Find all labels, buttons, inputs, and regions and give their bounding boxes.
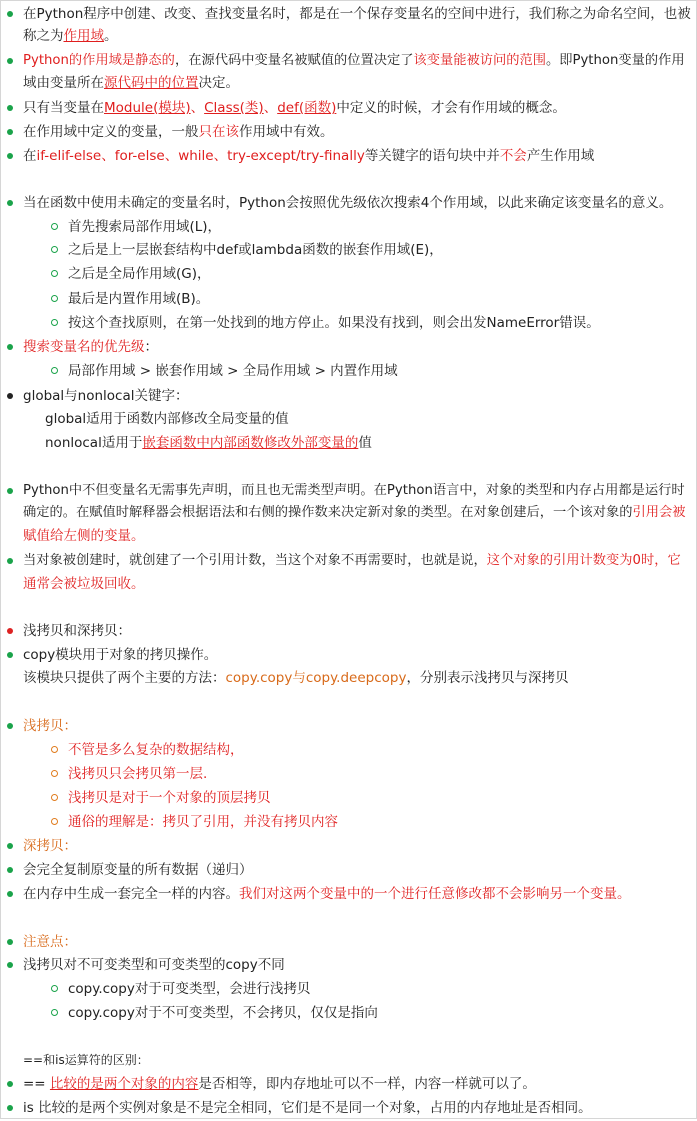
bullet-icon <box>7 558 13 564</box>
text: 该模块只提供了两个主要的方法： <box>23 670 226 686</box>
bullet-icon <box>7 393 13 399</box>
text: 局部作用域 > 嵌套作用域 > 全局作用域 > 内置作用域 <box>68 363 398 379</box>
circle-bullet-icon <box>51 223 58 230</box>
highlight: copy.copy与copy.deepcopy <box>225 670 407 686</box>
highlight: 我们对这两个变量中的一个进行任意修改都不会影响另一个变量。 <box>239 886 631 902</box>
text: 浅拷贝对不可变类型和可变类型的copy不同 <box>23 957 285 973</box>
bullet-icon <box>7 939 13 945</box>
text: is 比较的是两个实例对象是不是完全相同，它们是不是同一个对象，占用的内存地址是否相同。 <box>23 1100 592 1116</box>
circle-bullet-icon <box>51 319 58 326</box>
text: 称之为 <box>23 28 64 44</box>
text: copy模块用于对象的拷贝操作。 <box>23 647 218 663</box>
text: 决定。 <box>198 75 239 91</box>
text: 只有当变量在 <box>23 100 104 116</box>
text: 会完全复制原变量的所有数据（递归） <box>23 862 253 878</box>
text: 首先搜索局部作用域(L)， <box>68 219 222 235</box>
circle-bullet-icon <box>51 246 58 253</box>
highlight: Class(类) <box>204 100 264 116</box>
bullet-icon <box>7 58 13 64</box>
bullet-icon <box>7 200 13 206</box>
highlight: 赋值给左侧的变量。 <box>23 528 145 544</box>
circle-bullet-icon <box>51 1009 58 1016</box>
text: 浅拷贝和深拷贝： <box>23 623 131 639</box>
text: 、 <box>263 100 278 116</box>
bullet-icon <box>7 843 13 849</box>
text: 。 <box>104 28 118 44</box>
text: 深拷贝： <box>23 838 77 854</box>
circle-bullet-icon <box>51 746 58 753</box>
text: 浅拷贝： <box>23 718 77 734</box>
text: 注意点： <box>23 934 77 950</box>
text: 通俗的理解是：拷贝了引用，并没有拷贝内容 <box>68 814 338 830</box>
bullet-icon <box>7 129 13 135</box>
text: 之后是上一层嵌套结构中def或lambda函数的嵌套作用域(E)， <box>68 242 443 258</box>
text: 当对象被创建时，就创建了一个引用计数，当这个对象不再需要时，也就是说， <box>23 553 487 568</box>
highlight: 比较的是两个对象的内容 <box>49 1076 199 1092</box>
text: 浅拷贝只会拷贝第一层. <box>68 766 208 782</box>
text: 产生作用域 <box>526 148 595 164</box>
text: nonlocal适用于 <box>45 435 143 451</box>
text: global与nonlocal关键字： <box>23 388 189 404</box>
bullet-icon <box>7 723 13 729</box>
circle-bullet-icon <box>51 295 58 302</box>
text: 当在函数中使用未确定的变量名时，Python会按照优先级依次搜索4个作用域，以此来确定该变量名的意义。 <box>23 195 673 211</box>
highlight: 通常会被垃圾回收。 <box>23 576 145 592</box>
text: 在Python程序中创建、改变、查找变量名时，都是在一个保存变量名的空间中进行，我们称之为命名空间，也被 <box>23 6 691 22</box>
circle-bullet-icon <box>51 367 58 374</box>
text: 在内存中生成一套完全一样的内容。 <box>23 886 239 902</box>
text: 是否相等，即内存地址可以不一样，内容一样就可以了。 <box>198 1076 536 1092</box>
highlight: 该变量能被访问的范围 <box>413 53 546 68</box>
text: copy.copy对于可变类型，会进行浅拷贝 <box>68 981 311 997</box>
text: 按这个查找原则，在第一处找到的地方停止。如果没有找到，则会出发NameError错误。 <box>68 315 600 331</box>
text: 、 <box>190 100 205 116</box>
text: 不管是多么复杂的数据结构， <box>68 742 244 758</box>
text: 作用域中有效。 <box>239 124 334 140</box>
text: global适用于函数内部修改全局变量的值 <box>45 411 289 427</box>
highlight: 源代码中的位置 <box>104 75 199 91</box>
text: ，分别表示浅拷贝与深拷贝 <box>406 670 569 686</box>
highlight: Python的作用域是静态的 <box>23 53 175 68</box>
text: 浅拷贝是对于一个对象的顶层拷贝 <box>68 790 271 806</box>
highlight: 这个对象的引用计数变为0时，它 <box>486 553 681 568</box>
text: Python中不但变量名无需事先声明，而且也无需类型声明。在Python语言中，对象的类型和内存占用都是运行时 <box>23 483 685 498</box>
circle-bullet-icon <box>51 985 58 992</box>
text: 域由变量所在 <box>23 75 104 91</box>
text: 。即Python变量的作用 <box>545 53 685 68</box>
bullet-icon <box>7 105 13 111</box>
text: ==和is运算符的区别： <box>23 1053 149 1067</box>
text: ，在源代码中变量名被赋值的位置决定了 <box>174 53 414 68</box>
text: 在作用域中定义的变量，一般 <box>23 124 199 140</box>
circle-bullet-icon <box>51 770 58 777</box>
bullet-icon <box>7 962 13 968</box>
highlight-scope: 作用域 <box>63 28 104 44</box>
text: 等关键字的语句块中并 <box>364 148 500 164</box>
highlight: 不会 <box>499 148 527 164</box>
bullet-icon <box>7 1081 13 1087</box>
text: 确定的。在赋值时解释器会根据语法和右侧的操作数来决定新对象的类型。在对象创建后，一个该对象的 <box>23 505 633 520</box>
circle-bullet-icon <box>51 818 58 825</box>
bullet-icon <box>7 891 13 897</box>
list-item-namespace <box>1 5 697 27</box>
bullet-icon <box>7 867 13 873</box>
text: 之后是全局作用域(G)， <box>68 266 211 282</box>
highlight: 只在该 <box>198 124 239 140</box>
highlight: if-elif-else、for-else、while、try-except/try-finally <box>36 148 365 164</box>
highlight: 引用会被 <box>632 505 686 520</box>
bullet-icon <box>7 652 13 658</box>
text: copy.copy对于不可变类型，不会拷贝，仅仅是指向 <box>68 1005 378 1021</box>
bullet-icon <box>7 488 13 494</box>
circle-bullet-icon <box>51 270 58 277</box>
text: 中定义的时候，才会有作用域的概念。 <box>336 100 566 116</box>
highlight: def(函数) <box>277 100 337 116</box>
bullet-icon <box>7 1105 13 1111</box>
text: == <box>23 1076 50 1092</box>
bullet-icon <box>7 628 13 634</box>
text: ： <box>144 339 158 355</box>
text: 最后是内置作用域(B)。 <box>68 291 210 307</box>
bullet-icon <box>7 344 13 350</box>
highlight: Module(模块) <box>104 100 191 116</box>
bullet-icon <box>7 153 13 159</box>
highlight: 搜索变量名的优先级 <box>23 339 145 355</box>
highlight: 嵌套函数中内部函数修改外部变量的 <box>142 435 359 451</box>
circle-bullet-icon <box>51 794 58 801</box>
text: 在 <box>23 148 37 164</box>
text: 值 <box>358 435 372 451</box>
bullet-icon <box>7 11 13 17</box>
